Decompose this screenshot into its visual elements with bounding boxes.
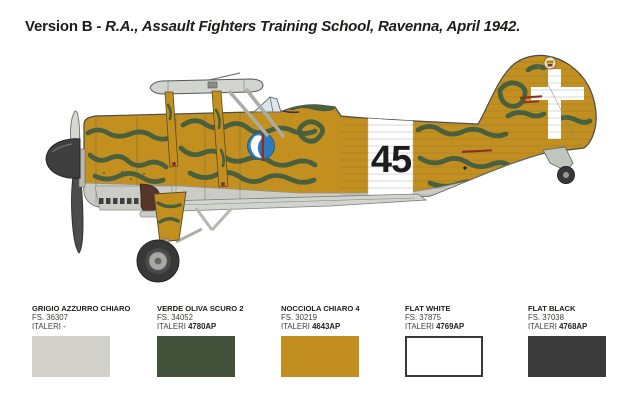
paint-fs-code: FS. 36307 (32, 313, 68, 322)
tactical-number: 45 (370, 139, 412, 181)
paint-column (405, 304, 525, 377)
paint-italeri-code (281, 322, 401, 331)
brand-label: ITALERI (32, 322, 61, 331)
paint-name: FLAT WHITE (405, 304, 451, 313)
brand-code: 4769AP (436, 322, 465, 331)
paint-fs-code: FS. 30219 (281, 313, 317, 322)
paint-fs-code: FS. 37038 (528, 313, 564, 322)
paint-italeri-code (528, 322, 640, 331)
paint-italeri-code (32, 322, 152, 331)
brand-code: 4643AP (312, 322, 341, 331)
brand-code: 4768AP (559, 322, 588, 331)
version-description: R.A., Assault Fighters Training School, Ravenna, April 1942. (105, 18, 521, 35)
paint-italeri-code (405, 322, 525, 331)
paint-italeri-code (157, 322, 277, 331)
brand-code: - (63, 322, 66, 331)
brand-label: ITALERI (528, 322, 557, 331)
brand-label: ITALERI (281, 322, 310, 331)
brand-code: 4780AP (188, 322, 217, 331)
paint-fs-code: FS. 37875 (405, 313, 441, 322)
paint-name: VERDE OLIVA SCURO 2 (157, 304, 244, 313)
paint-swatch (528, 336, 606, 377)
brand-label: ITALERI (157, 322, 186, 331)
paint-fs-code: FS. 34052 (157, 313, 193, 322)
paint-column (157, 304, 277, 377)
paint-swatch (32, 336, 110, 377)
paint-swatch (157, 336, 235, 377)
brand-label: ITALERI (405, 322, 434, 331)
version-label: Version B - (25, 18, 106, 35)
paint-name: FLAT BLACK (528, 304, 576, 313)
paint-swatch (405, 336, 483, 377)
paint-column (32, 304, 152, 377)
paint-column (281, 304, 401, 377)
paint-name: NOCCIOLA CHIARO 4 (281, 304, 360, 313)
paint-name: GRIGIO AZZURRO CHIARO (32, 304, 131, 313)
paint-column (528, 304, 640, 377)
paint-swatch (281, 336, 359, 377)
